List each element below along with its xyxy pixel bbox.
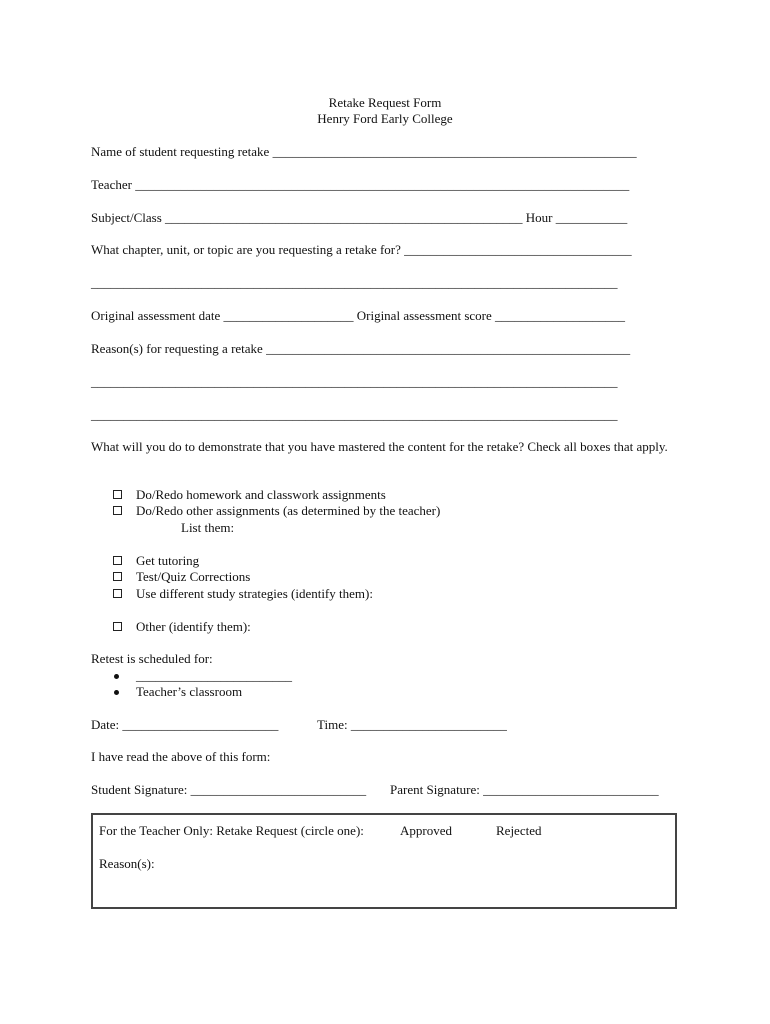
retest-blank-line[interactable]: ________________________: [136, 668, 292, 683]
teacher-only-label: For the Teacher Only: Retake Request (circle one):: [99, 823, 364, 838]
subject-hour-field[interactable]: Subject/Class _______________________________________________________ Hour ___________: [91, 210, 628, 225]
checkbox-icon[interactable]: [113, 622, 122, 631]
option-label: Use different study strategies (identify them):: [136, 586, 373, 601]
teacher-field[interactable]: Teacher ____________________________________________________________________________: [91, 177, 630, 192]
bullet-icon: [114, 690, 119, 695]
date-field[interactable]: Date: ________________________: [91, 717, 279, 732]
acknowledge-text: I have read the above of this form:: [91, 749, 271, 764]
school-name: Henry Ford Early College: [317, 111, 453, 126]
retest-label: Retest is scheduled for:: [91, 651, 213, 666]
option-label: Other (identify them):: [136, 619, 251, 634]
student-signature-field[interactable]: Student Signature: ___________________________: [91, 782, 367, 797]
student-name-field[interactable]: Name of student requesting retake ________________________________________________________: [91, 144, 637, 159]
bullet-icon: [114, 674, 119, 679]
checkbox-icon[interactable]: [113, 506, 122, 515]
option-label: Do/Redo homework and classwork assignments: [136, 487, 386, 502]
teacher-only-box: [91, 813, 677, 909]
checkbox-icon[interactable]: [113, 490, 122, 499]
form-title: Retake Request Form: [328, 95, 442, 110]
reason-field[interactable]: Reason(s) for requesting a retake ________________________________________________________: [91, 341, 631, 356]
reason-line-2[interactable]: _________________________________________________________________________________: [91, 374, 618, 389]
approved-option[interactable]: Approved: [400, 823, 452, 838]
checkbox-icon[interactable]: [113, 589, 122, 598]
demonstrate-question: What will you do to demonstrate that you have mastered the content for the retake? Check all boxes that apply.: [91, 439, 668, 454]
retest-classroom-label: Teacher’s classroom: [136, 684, 243, 699]
rejected-option[interactable]: Rejected: [496, 823, 542, 838]
teacher-reasons-label: Reason(s):: [99, 856, 155, 871]
reason-line-3[interactable]: _________________________________________________________________________________: [91, 407, 618, 422]
list-them-label: List them:: [181, 520, 235, 535]
time-field[interactable]: Time: ________________________: [317, 717, 507, 732]
option-label: Test/Quiz Corrections: [136, 569, 251, 584]
assessment-field[interactable]: Original assessment date ____________________ Original assessment score ____________________: [91, 308, 626, 323]
topic-field[interactable]: What chapter, unit, or topic are you requesting a retake for? ___________________________________: [91, 242, 632, 257]
option-label: Do/Redo other assignments (as determined by the teacher): [136, 503, 441, 518]
parent-signature-field[interactable]: Parent Signature: ___________________________: [390, 782, 659, 797]
checkbox-icon[interactable]: [113, 572, 122, 581]
checkbox-icon[interactable]: [113, 556, 122, 565]
topic-line-2[interactable]: _________________________________________________________________________________: [91, 275, 618, 290]
option-label: Get tutoring: [136, 553, 200, 568]
